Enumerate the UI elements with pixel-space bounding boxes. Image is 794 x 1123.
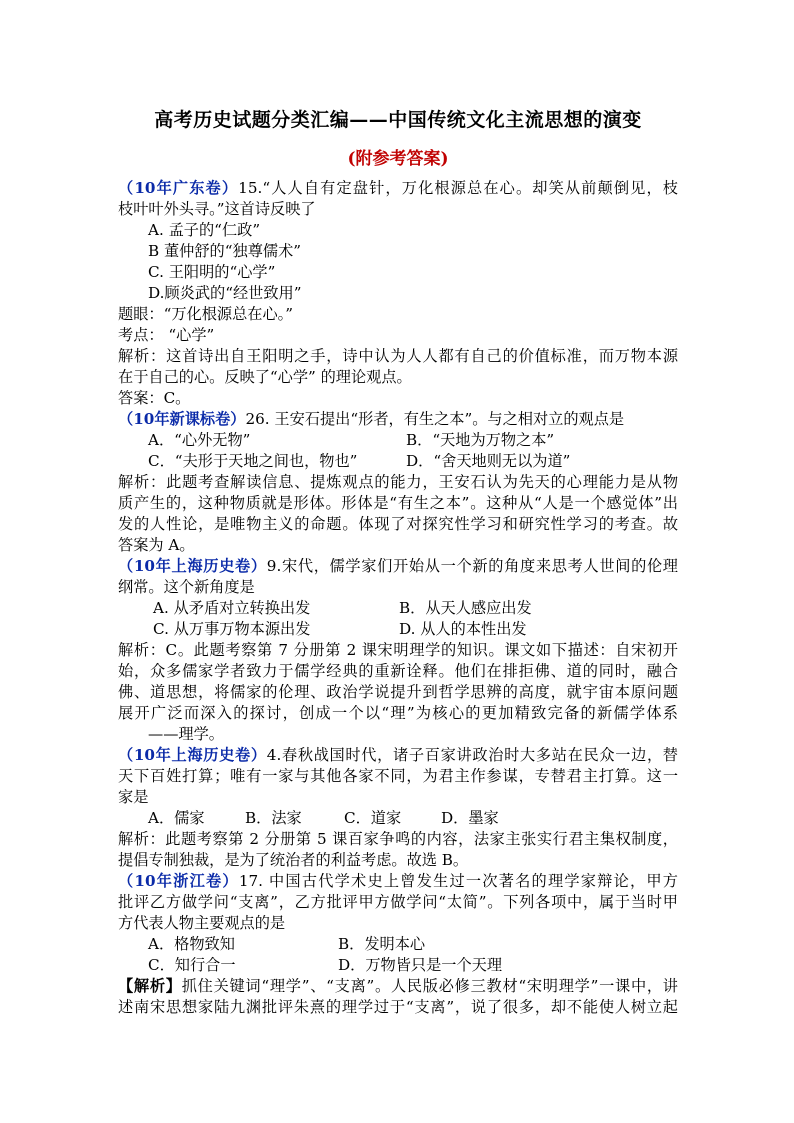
question-stem: 纲常。这个新角度是 [118,578,255,596]
analysis-tag: 【解析】 [118,977,182,995]
source-tag: （10年上海历史卷） [118,557,267,575]
analysis-text: 解析：C。此题考察第 7 分册第 2 课宋明理学的知识。课文如下描述：自宋初开 [118,641,678,659]
option-d: D.顾炎武的“经世致用” [148,284,302,302]
option-a: A. 从矛盾对立转换出发 [153,599,311,617]
question-stem: 批评乙方做学问“支离”，乙方批评甲方做学问“太简”。下列各项中，属于当时甲 [118,893,678,911]
option-a: A．“心外无物” [148,431,251,449]
analysis-text: 解析：这首诗出自王阳明之手，诗中认为人人都有自己的价值标准，而万物本源 [118,347,678,365]
option-a: A. 孟子的“仁政” [148,221,261,239]
question-stem: 枝叶叶外头寻。”这首诗反映了 [118,200,316,218]
question-1 [118,178,678,409]
question-stem: （10年上海历史卷）9.宋代，儒学家们开始从一个新的角度来思考人世间的伦理 [118,557,678,575]
question-3 [118,556,678,745]
option-d: D．墨家 [441,809,499,827]
analysis-text: 始，众多儒家学者致力于儒学经典的重新诠释。他们在排拒佛、道的同时，融合 [118,662,678,680]
analysis-text: 述南宋思想家陆九渊批评朱熹的理学过于“支离”，说了很多，却不能使人树立起 [118,998,678,1016]
question-stem: （10年广东卷）15.“人人自有定盘针，万化根源总在心。却笑从前颠倒见，枝 [118,179,678,197]
analysis-text: 佛、道思想，将儒家的伦理、政治学说提升到哲学思辨的高度，就宇宙本原问题 [118,683,678,701]
answer-text: 答案：C。 [118,389,191,407]
question-5 [118,871,678,1018]
options-row [118,619,678,640]
analysis-text: 展开广泛而深入的探讨，创成一个以“理”为核心的更加精致完备的新儒学体系 [118,704,678,722]
option-a: A．儒家 [148,809,205,827]
analysis-text: 在于自己的心。反映了“心学” 的理论观点。 [118,368,412,386]
question-stem: （10年新课标卷）26. 王安石提出“形者，有生之本”。与之相对立的观点是 [118,410,625,428]
option-c: C．“夫形于天地之间也，物也” [148,452,358,470]
analysis-text: ——理学。 [148,725,224,743]
option-c: C. 王阳明的“心学” [148,263,276,281]
analysis-text: 解析：此题考察第 2 分册第 5 课百家争鸣的内容，法家主张实行君主集权制度， [118,830,678,848]
question-stem: 天下百姓打算；唯有一家与其他各家不同，为君主作参谋，专替君主打算。这一 [118,767,678,785]
analysis-text: 解析：此题考查解读信息、提炼观点的能力，王安石认为先天的心理能力是从物 [118,473,678,491]
analysis-text: 发的人性论，是唯物主义的命题。体现了对探究性学习和研究性学习的考查。故 [118,515,678,533]
question-stem: （10年浙江卷）17. 中国古代学术史上曾发生过一次著名的理学家辩论，甲方 [118,872,678,890]
options-row [118,934,678,955]
option-d: D．“舍天地则无以为道” [406,452,571,470]
option-c: C．知行合一 [148,956,236,974]
source-tag: （10年新课标卷） [118,410,246,428]
source-tag: （10年上海历史卷） [118,746,267,764]
options-row [118,955,678,976]
analysis-text: 答案为 A。 [118,536,195,554]
question-stem: 方代表人物主要观点的是 [118,914,286,932]
document-title: 高考历史试题分类汇编——中国传统文化主流思想的演变 [154,109,642,131]
option-d: D. 从人的本性出发 [399,620,527,638]
source-tag: （10年广东卷） [118,179,239,197]
question-2 [118,409,678,556]
analysis-text: 【解析】抓住关键词“理学”、“支离”。人民版必修三教材“宋明理学”一课中，讲 [118,977,678,995]
option-a: A．格物致知 [148,935,235,953]
document-page [118,100,678,1018]
options-row [118,430,678,451]
question-stem: （10年上海历史卷）4.春秋战国时代，诸子百家讲政治时大多站在民众一边，替 [118,746,678,764]
analysis-text: 质产生的，这种物质就是形体。形体是“有生之本”。这种从“人是一个感觉体”出 [118,494,678,512]
question-4 [118,745,678,871]
question-stem: 家是 [118,788,149,806]
test-point: 考点： “心学” [118,326,215,344]
options-row [118,598,678,619]
option-b: B．从天人感应出发 [399,599,532,617]
options-row [118,451,678,472]
option-b: B．法家 [245,809,302,827]
key-phrase: 题眼：“万化根源总在心。” [118,305,293,323]
option-b: B．发明本心 [338,935,426,953]
options-row [118,808,678,829]
option-b: B 董仲舒的“独尊儒术” [148,242,302,260]
analysis-text: 提倡专制独裁，是为了统治者的利益考虑。故选 B。 [118,851,469,869]
option-c: C. 从万事万物本源出发 [153,620,311,638]
source-tag: （10年浙江卷） [118,872,239,890]
document-subtitle: (附参考答案) [347,149,449,169]
option-b: B．“天地为万物之本” [406,431,555,449]
option-d: D．万物皆只是一个天理 [338,956,503,974]
option-c: C．道家 [344,809,402,827]
